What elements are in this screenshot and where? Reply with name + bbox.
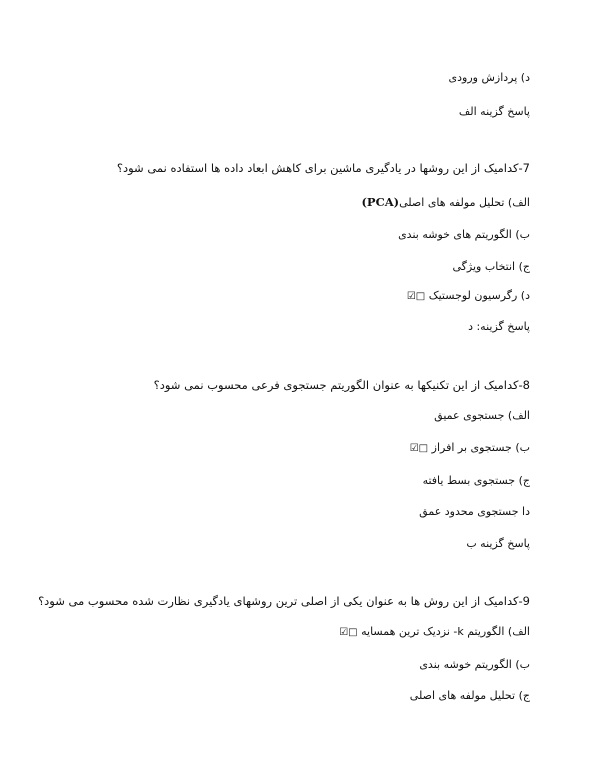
q8-option-c: ج) جستجوی بسط یافته bbox=[422, 474, 530, 487]
q9-option-b: ب) الگوریتم خوشه بندی bbox=[419, 658, 530, 671]
question-9: 9-کدامیک از این روش ها به عنوان یکی از اصلی ترین روشهای یادگیری نظارت شده محسوب می شود؟ bbox=[38, 594, 530, 608]
pca-abbrev: (PCA) bbox=[361, 195, 400, 209]
option-d-input-processing: د) پردازش ورودی bbox=[448, 71, 530, 84]
question-8: 8-کدامیک از این تکنیکها به عنوان الگوریتم جستجوی فرعی محسوب نمی شود؟ bbox=[153, 378, 530, 392]
q7-answer: پاسخ گزینه: د bbox=[468, 320, 530, 333]
q9-option-a: الف) الگوریتم k- نزدیک ترین همسایه □☑ bbox=[339, 625, 530, 638]
checked-box-icon: □☑ bbox=[406, 291, 426, 302]
q7-option-b: ب) الگوریتم های خوشه بندی bbox=[398, 228, 530, 241]
q7-option-d: د) رگرسیون لوجستیک □☑ bbox=[406, 289, 530, 302]
checked-box-icon: □☑ bbox=[339, 627, 358, 638]
checked-box-icon: □☑ bbox=[409, 443, 429, 454]
answer-line: پاسخ گزینه الف bbox=[458, 105, 530, 118]
q8-option-a: الف) جستجوی عمیق bbox=[434, 409, 530, 422]
question-7: 7-کدامیک از این روشها در یادگیری ماشین برای کاهش ابعاد داده ها استفاده نمی شود؟ bbox=[116, 161, 530, 175]
q7-option-c: ج) انتخاب ویژگی bbox=[452, 260, 530, 273]
q8-option-d: دا جستجوی محدود عمق bbox=[419, 505, 530, 518]
q7-option-a: الف) تحلیل مولفه های اصلی(PCA) bbox=[361, 195, 530, 209]
q9-option-c: ج) تحلیل مولفه های اصلی bbox=[409, 689, 530, 702]
q8-option-b: ب) جستجوی بر افراز □☑ bbox=[409, 441, 530, 454]
q8-answer: پاسخ گزینه ب bbox=[466, 537, 530, 550]
